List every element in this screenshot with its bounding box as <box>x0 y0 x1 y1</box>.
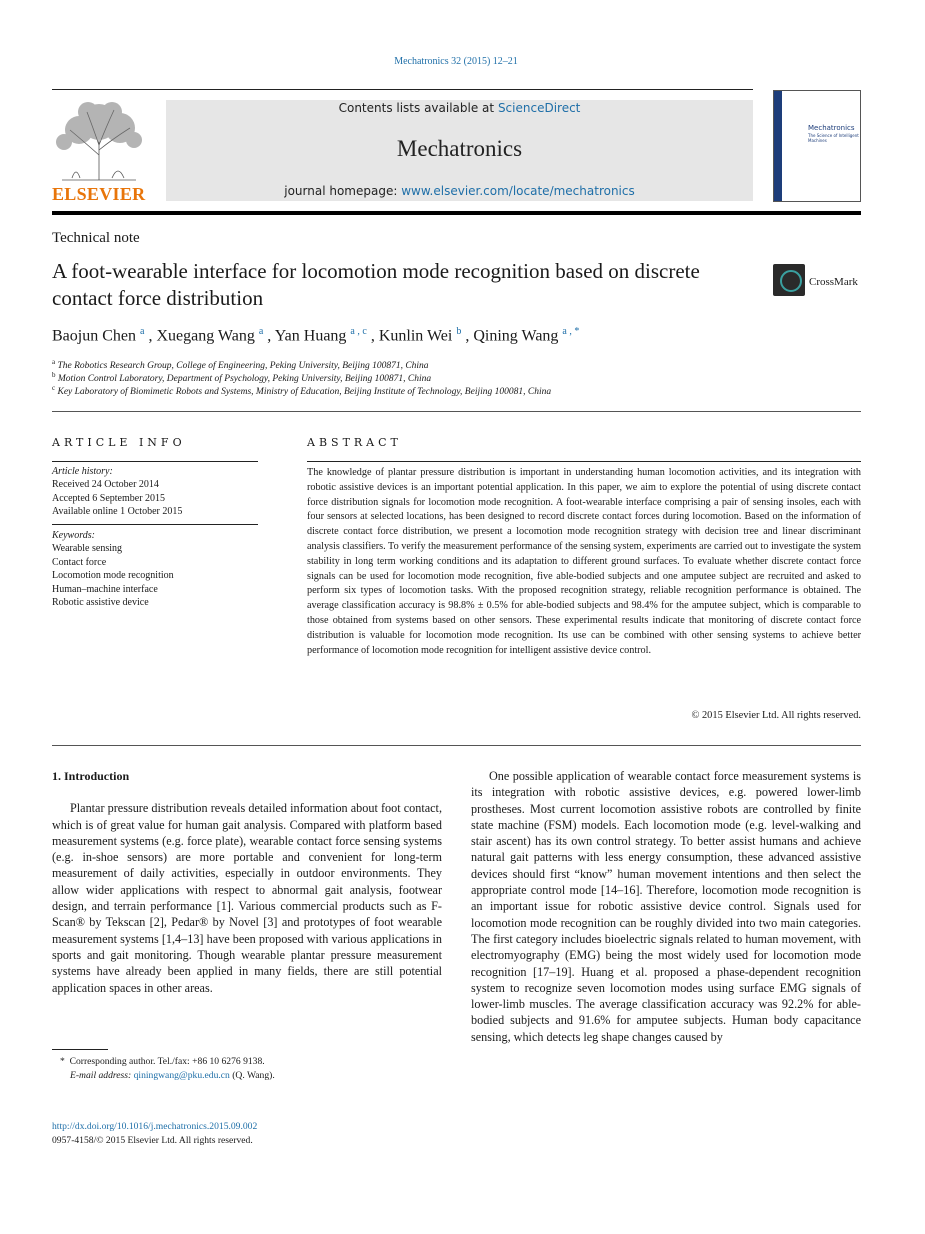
footnote <box>60 1055 440 1083</box>
journal-title: Mechatronics <box>396 136 523 161</box>
abstract-copyright: © 2015 Elsevier Ltd. All rights reserved. <box>691 710 861 721</box>
history-accepted: Accepted 6 September 2015 <box>52 492 166 504</box>
cover-strip <box>774 91 782 201</box>
journal-cover[interactable] <box>773 90 861 202</box>
homepage-link[interactable]: www.elsevier.com/locate/mechatronics <box>401 184 635 198</box>
elsevier-wordmark: ELSEVIER <box>52 184 146 204</box>
article-info-rule <box>52 461 258 462</box>
abstract-text: The knowledge of plantar pressure distribution is important in understanding human locomotion activities, and its integration with robotic assistive devices is an important potential application. In this paper, we aim to explore the potential of using discrete contact force distribution signals for locomotion mode recognition. A foot-wearable interface comprising a pair of sensing insoles, each with four sensors at selected locations, has been designed to record discrete contact forces during locomotion. Based on the information of discrete contact force distribution, we present a locomotion mode recognition strategy with decision tree and linear discriminant analysis classifiers. To verify the measurement performance of the sensing system, experiments are carried out to investigate the system stability in long term working conditions and its adaptation to different ground surfaces. To evaluate whether discrete contact force signals can be used for locomotion mode recognition, five able-bodied subjects and one amputee subject are recruited and asked to perform six types of locomotion tasks. With the proposed recognition strategy, reliable recognition performance is obtained. The average classification accuracy is 98.8% ± 0.5% for able-bodied subjects and 98.4% for the amputee subject, which is comparable to those obtained from systems based on other sensors. These experimental results indicate that monitoring of discrete contact force distribution is valuable for locomotion mode recognition. Its use can be combined with other sensing systems to achieve better performance of locomotion mode recognition for intelligent assistive device control. <box>307 467 861 656</box>
history-received: Received 24 October 2014 <box>52 479 159 491</box>
author-marks[interactable]: a <box>140 326 145 337</box>
section-rule <box>52 411 861 412</box>
email-label: E-mail address: <box>70 1070 134 1081</box>
affiliation-text: The Robotics Research Group, College of Engineering, Peking University, Beijing 100871, China <box>57 361 429 372</box>
issn-copyright: 0957-4158/© 2015 Elsevier Ltd. All rights reserved. <box>52 1135 253 1146</box>
page-footer <box>52 1120 257 1148</box>
history-label: Article history: <box>52 466 113 477</box>
sciencedirect-link[interactable]: ScienceDirect <box>497 101 581 115</box>
journal-reference[interactable]: Mechatronics 32 (2015) 12–21 <box>394 56 518 67</box>
email-link[interactable]: qiningwang@pku.edu.cn <box>133 1070 230 1081</box>
history-online: Available online 1 October 2015 <box>52 506 183 518</box>
affiliation-text: Key Laboratory of Biomimetic Robots and Systems, Ministry of Education, Beijing Institute of Technology, Beijing 100081, China <box>57 387 552 398</box>
author-name[interactable]: Qining Wang <box>473 327 559 345</box>
author-name[interactable]: Kunlin Wei <box>378 327 453 345</box>
keyword: Contact force <box>52 556 107 568</box>
author-marks[interactable]: a <box>258 326 264 337</box>
author-name[interactable]: Xuegang Wang <box>156 327 255 345</box>
intro-paragraph-1: Plantar pressure distribution reveals detailed information about foot contact, which is of great value for human gait analysis. Compared with platform based measurement systems (e.g. force plate), wearable contact force sensing systems (e.g. in-shoe sensors) are more portable and convenient for long-term measurement of daily activities, especially in outdoor environments. They allow wider applications with respect to abnormal gait analysis, footwear design, and terrain performance [1]. Various commercial products such as F-Scan® by Tekscan [2], Pedar® by Novel [3] and prototypes of foot wearable measurement systems [1,4–13] have been proposed with various applications in sports and gait monitoring. Though wearable plantar pressure measurement systems have already been applied in many fields, there are still potential application spaces in other areas. <box>52 801 442 995</box>
contents-line <box>166 101 753 115</box>
affiliation-mark: c <box>52 384 56 392</box>
keyword: Human–machine interface <box>52 583 158 595</box>
article-history <box>52 465 258 519</box>
doi-link[interactable]: http://dx.doi.org/10.1016/j.mechatronics.2015.09.002 <box>52 1121 258 1132</box>
keywords <box>52 529 258 609</box>
keywords-label: Keywords: <box>52 530 95 541</box>
author-marks[interactable]: b <box>456 326 462 337</box>
homepage-line <box>166 184 753 198</box>
article-info-label: ARTICLE INFO <box>52 436 186 449</box>
affiliation-text: Motion Control Laboratory, Department of Psychology, Peking University, Beijing 100871, China <box>57 374 432 385</box>
author-name[interactable]: Yan Huang <box>274 327 347 345</box>
author-list: Baojun Chen $^a$ , Xuegang Wang $^a$ , Yan Huang $^{a , c}$ , Kunlin Wei $^b$ , Qining Wang $^{a , *}$ <box>52 326 580 345</box>
author-marks[interactable]: a , * <box>562 326 580 337</box>
corresponding-note: * Corresponding author. Tel./fax: +86 10 6276 9138. <box>60 1056 265 1067</box>
crossmark-label[interactable]: CrossMark <box>809 276 858 288</box>
author-marks[interactable]: a , c <box>350 326 367 337</box>
crossmark-ring-icon <box>780 270 802 292</box>
affiliation-mark: a <box>52 358 56 366</box>
abstract-label: ABSTRACT <box>307 436 402 449</box>
affiliation <box>52 358 429 371</box>
cover-title: Mechatronics <box>808 124 855 132</box>
homepage-prefix: journal homepage: <box>284 184 402 198</box>
contents-prefix: Contents lists available at <box>338 101 498 115</box>
author-name[interactable]: Baojun Chen <box>52 327 136 345</box>
body-rule <box>52 745 861 746</box>
email-suffix: (Q. Wang). <box>229 1070 275 1081</box>
keyword: Robotic assistive device <box>52 597 149 609</box>
header-rule <box>52 89 753 90</box>
abstract-rule <box>307 461 861 462</box>
intro-paragraph-2: One possible application of wearable contact force measurement systems is its integration with robotic assistive devices, e.g. powered lower-limb prostheses. Most current locomotion assistive robots are controlled by finite state machine (FSM) models. Each locomotion mode (e.g. level-walking and stair ascent) has its own control strategy. To better assist humans and achieve natural gait patterns with less energy consumption, these advanced assistive devices should first “know” human movement intentions and then select the appropriate control mode [14–16]. Therefore, locomotion mode recognition is an important issue for robotic assistive device control. Signals used for locomotion mode recognition can be roughly divided into two main categories. The first category includes bioelectric signals related to human movement, with electromyography (EMG) being the most widely used for locomotion mode recognition [17–19]. Huang et al. proposed a phase-dependent recognition system to recognize seven locomotion modes using surface EMG signals of lower-limb muscles. The average classification accuracy was 92.2% for able-bodied subjects and 91.6% for amputee subjects. Human body capacitance sensing, which detects leg shape changes caused by <box>471 769 861 1044</box>
right-column <box>471 768 861 1045</box>
left-column <box>52 768 442 996</box>
journal-banner <box>166 100 753 201</box>
keyword: Locomotion mode recognition <box>52 570 174 582</box>
email-line <box>60 1069 440 1083</box>
corresponding-text: Corresponding author. Tel./fax: +86 10 6276 9138. <box>69 1056 265 1067</box>
article-type: Technical note <box>52 230 140 246</box>
section-heading: 1. Introduction <box>52 769 130 783</box>
affiliation-mark: b <box>52 371 56 379</box>
article-title: A foot-wearable interface for locomotion mode recognition based on discrete contact force distribution <box>52 259 700 310</box>
keywords-rule <box>52 524 258 525</box>
keyword: Wearable sensing <box>52 543 122 555</box>
header-thick-rule <box>52 211 861 215</box>
cover-subtitle: The Science of Intelligent Machines <box>808 133 859 143</box>
affiliation <box>52 384 551 397</box>
affiliation <box>52 371 431 384</box>
footnote-rule <box>52 1049 108 1050</box>
